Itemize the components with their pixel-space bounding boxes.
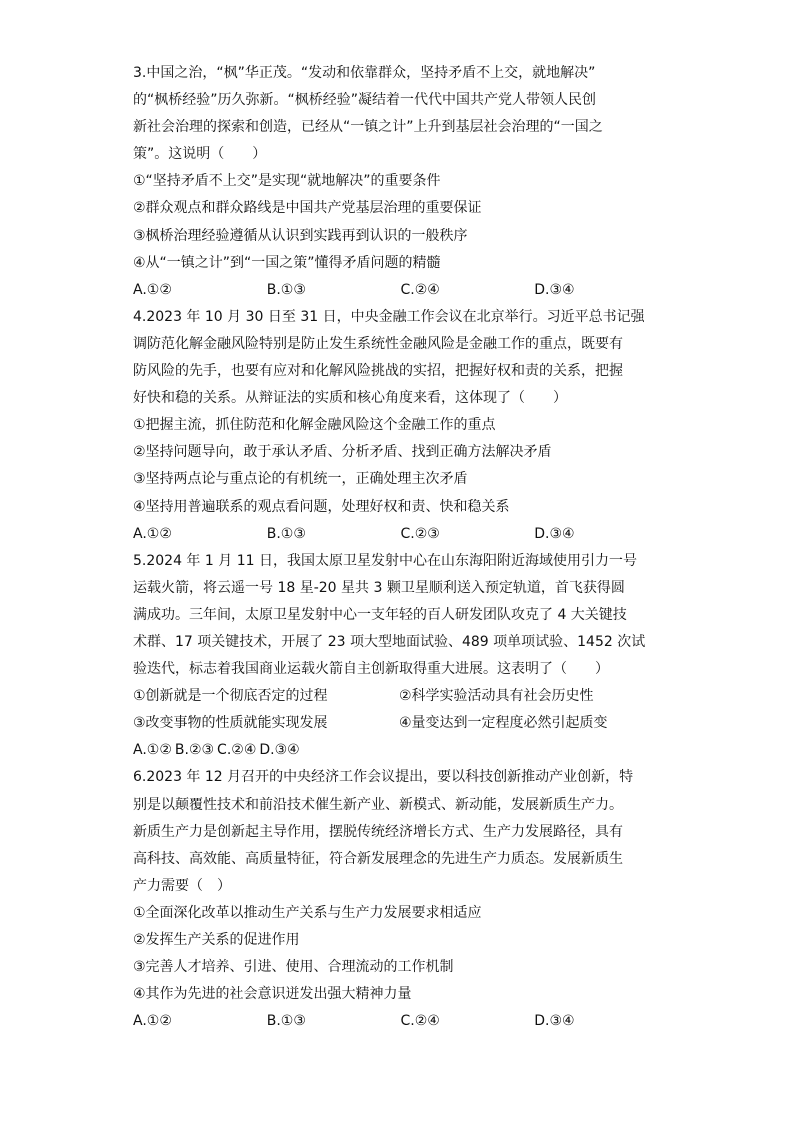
question-6-option: ③完善人才培养、引进、使用、合理流动的工作机制: [133, 959, 454, 976]
question-5-stem-line: 运载火箭，将云遥一号 18 星-20 星共 3 颗卫星顺利送入预定轨道，首飞获得圆: [133, 579, 625, 596]
question-3-option: ④从“一镇之计”到“一国之策”懂得矛盾问题的精髓: [133, 254, 441, 271]
question-5-option: ①创新就是一个彻底否定的过程: [133, 688, 328, 705]
question-6-choices: [133, 1008, 668, 1035]
question-6-stem-line: 新质生产力是创新起主导作用，摆脱传统经济增长方式、生产力发展路径，具有: [133, 823, 623, 840]
choice-c: C.②③: [400, 525, 440, 542]
question-4-stem-line: 4.2023 年 10 月 30 日至 31 日，中央金融工作会议在北京举行。习近平总书记强: [133, 308, 645, 325]
choice-d: D.③④: [259, 742, 300, 759]
question-6: [133, 764, 668, 1035]
question-3-stem-line: 新社会治理的探索和创造，已经从“一镇之计”上升到基层社会治理的“一国之: [133, 119, 603, 136]
choice-a: A.①②: [133, 281, 172, 298]
choice-c: C.②④: [217, 742, 257, 759]
choice-d: D.③④: [534, 525, 575, 542]
choice-a: A.①②: [133, 1013, 172, 1030]
question-6-option: ④其作为先进的社会意识迸发出强大精神力量: [133, 986, 412, 1003]
question-6-option: ①全面深化改革以推动生产关系与生产力发展要求相适应: [133, 904, 482, 921]
question-5-stem-line: 术群、17 项关键技术，开展了 23 项大型地面试验、489 项单项试验、1452 次试: [133, 633, 646, 650]
question-6-stem-line: 别是以颠覆性技术和前沿技术催生新产业、新模式、新动能，发展新质生产力。: [133, 796, 623, 813]
question-5-options-row: [133, 683, 668, 710]
exam-page: [133, 60, 668, 1035]
question-3-option: ③枫桥治理经验遵循从认识到实践再到认识的一般秩序: [133, 227, 468, 244]
question-6-stem-line: 产力需要（ ）: [133, 877, 231, 894]
question-5-choices: [133, 737, 668, 764]
choice-c: C.②④: [400, 281, 440, 298]
question-5: [133, 548, 668, 765]
question-5-options-row: [133, 710, 668, 737]
question-4-stem-line: 调防范化解金融风险特别是防止发生系统性金融风险是金融工作的重点，既要有: [133, 335, 623, 352]
question-4-choices: [133, 521, 668, 548]
choice-c: C.②④: [400, 1013, 440, 1030]
choice-b: B.②③: [174, 742, 215, 759]
choice-a: A.①②: [133, 742, 172, 759]
choice-a: A.①②: [133, 525, 172, 542]
choice-b: B.①③: [266, 525, 306, 542]
question-3: [133, 60, 668, 304]
question-6-stem-line: 6.2023 年 12 月召开的中央经济工作会议提出，要以科技创新推动产业创新，特: [133, 769, 634, 786]
question-3-option: ②群众观点和群众路线是中国共产党基层治理的重要保证: [133, 200, 482, 217]
question-6-option: ②发挥生产关系的促进作用: [133, 932, 300, 948]
question-6-stem-line: 高科技、高效能、高质量特征，符合新发展理念的先进生产力质态。发展新质生: [133, 850, 623, 867]
question-4-option: ④坚持用普遍联系的观点看问题，处理好权和责、快和稳关系: [133, 498, 510, 515]
question-3-stem-line: 策”。这说明（ ）: [133, 146, 267, 163]
question-4-option: ①把握主流，抓住防范和化解金融风险这个金融工作的重点: [133, 417, 496, 434]
question-3-option: ①“坚持矛盾不上交”是实现“就地解决”的重要条件: [133, 173, 441, 190]
question-4-option: ②坚持问题导向，敢于承认矛盾、分析矛盾、找到正确方法解决矛盾: [133, 444, 552, 461]
question-4: [133, 304, 668, 548]
question-5-stem-line: 满成功。三年间，太原卫星发射中心一支年轻的百人研发团队攻克了 4 大关键技: [133, 606, 627, 623]
question-4-option: ③坚持两点论与重点论的有机统一，正确处理主次矛盾: [133, 471, 468, 488]
choice-d: D.③④: [534, 1013, 575, 1030]
question-5-stem-line: 验迭代，标志着我国商业运载火箭自主创新取得重大进展。这表明了（ ）: [133, 661, 609, 678]
question-4-stem-line: 防风险的先手，也要有应对和化解风险挑战的实招，把握好权和责的关系，把握: [133, 363, 623, 380]
question-3-choices: [133, 277, 668, 304]
choice-d: D.③④: [534, 281, 575, 298]
question-5-option: ③改变事物的性质就能实现发展: [133, 715, 328, 732]
question-3-stem-line: 的“枫桥经验”历久弥新。“枫桥经验”凝结着一代代中国共产党人带领人民创: [133, 92, 597, 109]
choice-b: B.①③: [266, 1013, 306, 1030]
question-3-stem-line: 3.中国之治，“枫”华正茂。“发动和依靠群众，坚持矛盾不上交，就地解决”: [133, 65, 596, 81]
question-4-stem-line: 好快和稳的关系。从辩证法的实质和核心角度来看，这体现了（ ）: [133, 390, 567, 407]
question-5-stem-line: 5.2024 年 1 月 11 日，我国太原卫星发射中心在山东海阳附近海域使用引力一号: [133, 552, 637, 569]
choice-b: B.①③: [266, 281, 306, 298]
question-5-option: ④量变达到一定程度必然引起质变: [399, 715, 608, 732]
question-5-option: ②科学实验活动具有社会历史性: [399, 688, 594, 705]
